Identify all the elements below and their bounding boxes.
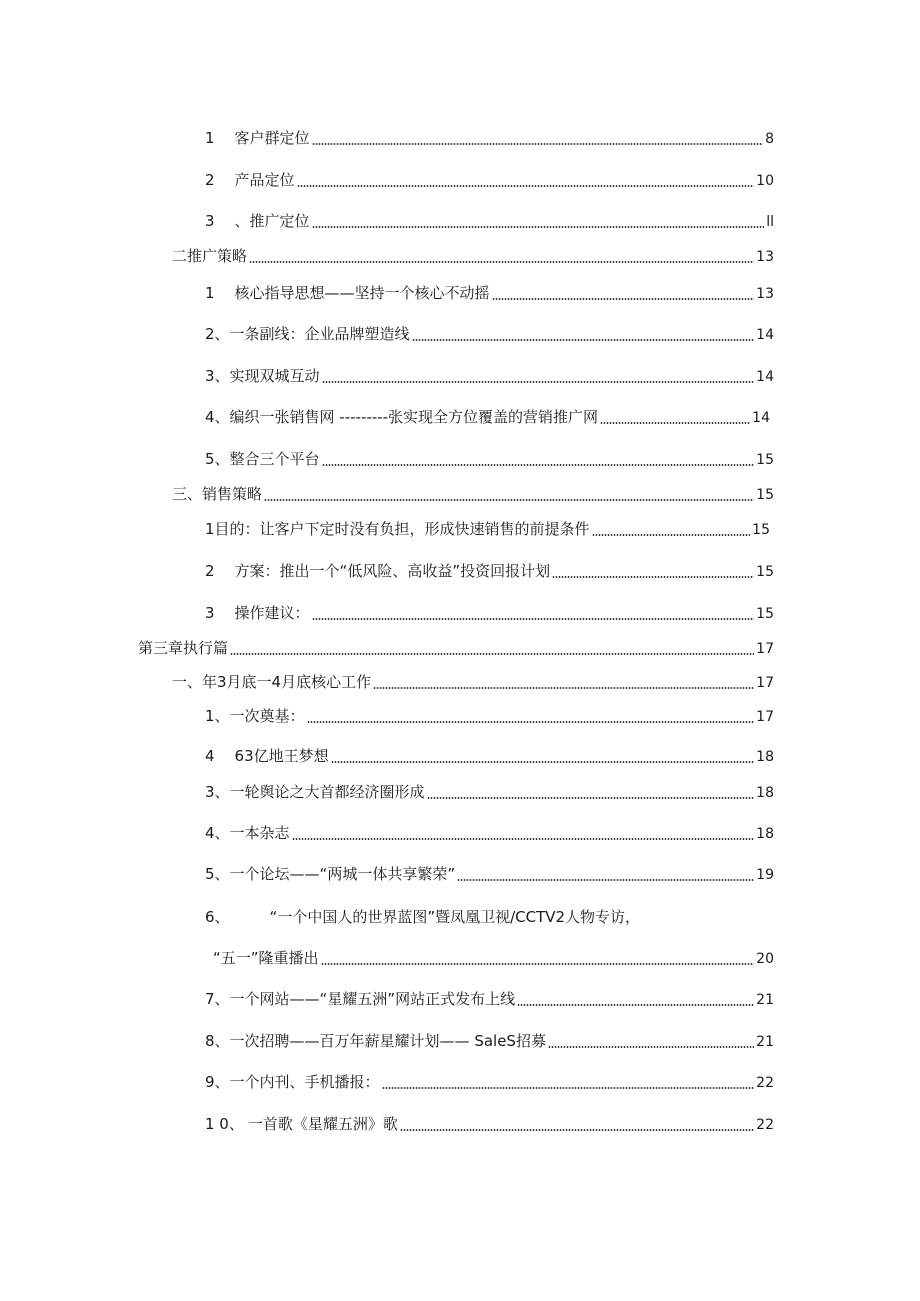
toc-entry[interactable] xyxy=(205,170,774,191)
toc-entry-title: 4、编织一张销售网 ---------张实现全方位覆盖的营销推广网 xyxy=(205,408,599,426)
toc-entry[interactable] xyxy=(205,407,770,428)
toc-page-number: 14 xyxy=(752,410,770,426)
toc-entry-title: “五一”隆重播出 xyxy=(213,949,319,967)
toc-entry-title: 4、一本杂志 xyxy=(205,824,290,842)
toc-entry[interactable] xyxy=(205,366,774,387)
toc-entry[interactable] xyxy=(205,1031,774,1052)
toc-dot-leader xyxy=(312,618,755,620)
toc-page-number: 15 xyxy=(756,564,774,580)
toc-entry-title: 63亿地王梦想 xyxy=(234,747,329,765)
toc-page-number: 17 xyxy=(756,709,774,725)
toc-entry-number: 1 xyxy=(205,129,215,147)
toc-dot-leader xyxy=(249,261,754,263)
toc-entry[interactable] xyxy=(205,603,774,624)
toc-entry[interactable] xyxy=(205,1072,774,1093)
toc-page-number: 8 xyxy=(765,131,774,147)
toc-entry[interactable] xyxy=(205,519,770,540)
toc-page-number: 15 xyxy=(756,606,774,622)
toc-entry-number: 2 xyxy=(205,562,215,580)
toc-entry-title: 核心指导思想——坚持一个核心不动摇 xyxy=(234,284,490,302)
toc-entry-title: 一首歌《星耀五洲》歌 xyxy=(247,1115,398,1133)
toc-entry[interactable] xyxy=(172,484,774,505)
toc-page-number: 13 xyxy=(756,249,774,265)
toc-dot-leader xyxy=(307,721,755,723)
toc-entry[interactable] xyxy=(205,1114,774,1135)
toc-dot-leader xyxy=(600,422,750,424)
toc-entry[interactable] xyxy=(138,638,774,659)
toc-page-number: 17 xyxy=(756,641,774,657)
toc-entry[interactable] xyxy=(205,283,774,304)
toc-entry-title: 9、一个内刊、手机播报： xyxy=(205,1073,380,1091)
toc-entry[interactable] xyxy=(205,823,774,844)
toc-page-number: 14 xyxy=(756,369,774,385)
toc-dot-leader xyxy=(264,499,754,501)
toc-dot-leader xyxy=(400,1129,754,1131)
toc-page-number: 15 xyxy=(752,522,770,538)
toc-page-number: 18 xyxy=(756,785,774,801)
toc-entry-number: 1 xyxy=(205,284,215,302)
toc-page-number: 10 xyxy=(756,173,774,189)
toc-entry-number: 1 0、 xyxy=(205,1115,244,1133)
toc-page-number: 19 xyxy=(756,867,774,883)
toc-entry-title: 3、一轮舆论之大首都经济圈形成 xyxy=(205,783,425,801)
toc-dot-leader xyxy=(373,687,754,689)
toc-entry[interactable] xyxy=(205,561,774,582)
toc-entry[interactable] xyxy=(205,324,774,345)
toc-entry-number: 6、 xyxy=(205,908,230,926)
toc-dot-leader xyxy=(552,576,754,578)
toc-dot-leader xyxy=(427,797,755,799)
toc-entry-title: 操作建议： xyxy=(234,604,310,622)
toc-dot-leader xyxy=(592,534,751,536)
toc-page-number: 20 xyxy=(756,951,774,967)
toc-page-number: 22 xyxy=(756,1117,774,1133)
toc-page-number: 22 xyxy=(756,1075,774,1091)
toc-entry-number: 4 xyxy=(205,747,215,765)
toc-entry-number: 3 xyxy=(205,604,215,622)
toc-entry-title: 5、一个论坛——“两城一体共享繁荣” xyxy=(205,865,456,883)
toc-entry[interactable] xyxy=(205,907,700,927)
toc-dot-leader xyxy=(382,1087,755,1089)
toc-page-number: 18 xyxy=(756,826,774,842)
toc-page-number: 18 xyxy=(756,749,774,765)
toc-dot-leader xyxy=(412,339,755,341)
toc-dot-leader xyxy=(548,1046,754,1048)
toc-page-number: 14 xyxy=(756,327,774,343)
toc-entry-title: “一个中国人的世界蓝图”暨凤凰卫视/CCTV2人物专访， xyxy=(269,908,641,926)
toc-dot-leader xyxy=(321,963,755,965)
toc-entry-title: 方案：推出一个“低风险、高收益”投资回报计划 xyxy=(234,562,551,580)
toc-dot-leader xyxy=(292,838,755,840)
toc-entry-title: 1目的：让客户下定时没有负担，形成快速销售的前提条件 xyxy=(205,520,590,538)
toc-entry[interactable] xyxy=(205,864,774,885)
toc-entry-title: 5、整合三个平台 xyxy=(205,450,320,468)
toc-entry[interactable] xyxy=(205,989,774,1010)
toc-page-number: 15 xyxy=(756,487,774,503)
toc-dot-leader xyxy=(230,653,754,655)
toc-dot-leader xyxy=(312,143,764,145)
toc-entry-number: 3 xyxy=(205,212,215,230)
toc-entry-title: 二推广策略 xyxy=(172,247,248,265)
toc-dot-leader xyxy=(322,464,755,466)
toc-entry[interactable] xyxy=(172,672,774,693)
toc-page-number: 13 xyxy=(756,286,774,302)
toc-entry-title: 8、一次招聘——百万年薪星耀计划—— SaleS招募 xyxy=(205,1032,546,1050)
toc-dot-leader xyxy=(312,226,765,228)
toc-entry-title: 三、销售策略 xyxy=(172,485,263,503)
toc-entry-title: 3、实现双城互动 xyxy=(205,367,320,385)
toc-entry[interactable] xyxy=(205,706,774,727)
toc-entry-title: 1、一次奠基： xyxy=(205,707,305,725)
toc-entry-title: 2、一条副线：企业品牌塑造线 xyxy=(205,325,410,343)
toc-page-number: 15 xyxy=(756,452,774,468)
toc-entry[interactable] xyxy=(205,746,774,767)
toc-page-number: 17 xyxy=(756,675,774,691)
toc-page-number: 21 xyxy=(756,1034,774,1050)
toc-dot-leader xyxy=(322,381,755,383)
toc-entry[interactable] xyxy=(205,449,774,470)
toc-dot-leader xyxy=(331,761,755,763)
toc-entry-title: 7、一个网站——“星耀五洲”网站正式发布上线 xyxy=(205,990,516,1008)
toc-entry[interactable] xyxy=(205,211,774,232)
toc-entry-number: 2 xyxy=(205,171,215,189)
toc-page-number: 21 xyxy=(756,992,774,1008)
toc-entry[interactable] xyxy=(213,948,774,969)
toc-entry-title: 客户群定位 xyxy=(234,129,310,147)
toc-entry-title: 第三章执行篇 xyxy=(138,639,229,657)
toc-entry-title: 产品定位 xyxy=(234,171,295,189)
toc-dot-leader xyxy=(297,185,755,187)
toc-dot-leader xyxy=(492,298,755,300)
toc-entry[interactable] xyxy=(205,128,774,149)
toc-entry[interactable] xyxy=(172,246,774,267)
toc-entry[interactable] xyxy=(205,782,774,803)
toc-dot-leader xyxy=(457,879,754,881)
toc-dot-leader xyxy=(517,1004,754,1006)
toc-page-number: ll xyxy=(766,214,774,230)
toc-entry-title: 、推广定位 xyxy=(234,212,310,230)
toc-entry-title: 一、年3月底一4月底核心工作 xyxy=(172,673,372,691)
